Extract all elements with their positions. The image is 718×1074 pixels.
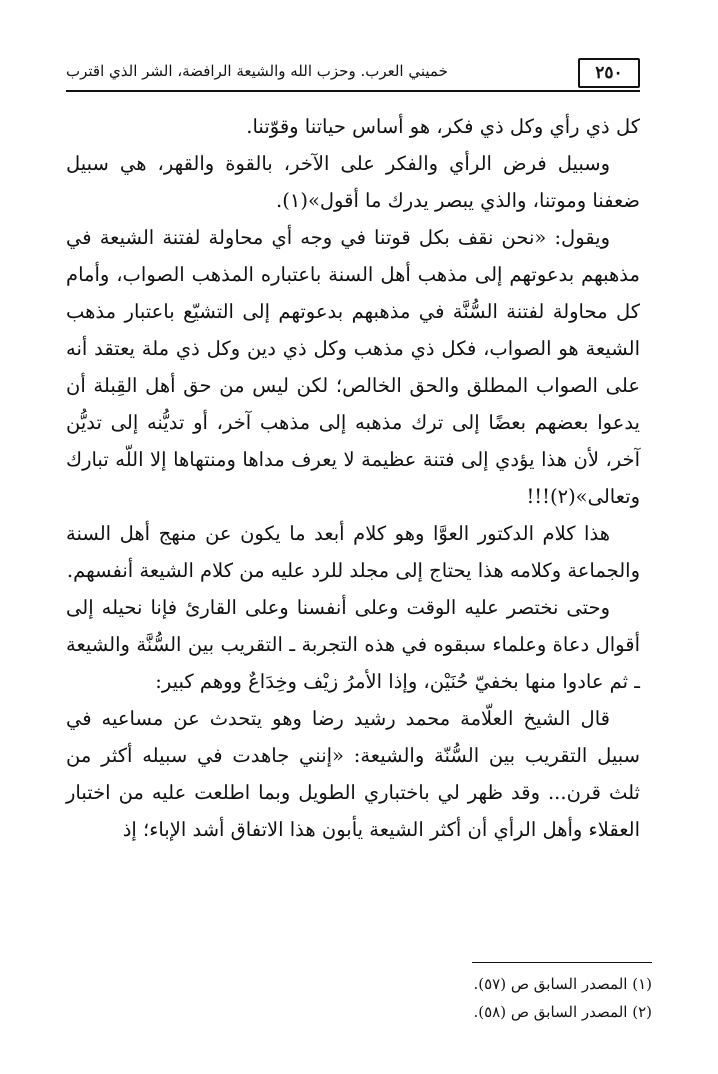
footnote: (٢) المصدر السابق ص (٥٨).: [473, 1003, 652, 1021]
header-rule: [66, 90, 640, 92]
paragraph: ويقول: «نحن نقف بكل قوتنا في وجه أي محاولة لفتنة الشيعة في مذهبهم بدعوتهم إلى مذهب أهل السنة باعتباره المذهب الصواب، وأمام كل محاولة لفتنة السُّنَّة في مذهبهم بدعوتهم إلى التشيّع باعتبار مذهب الشيعة هو الصواب، فكل ذي مذهب وكل ذي دين وكل ذي ملة يعتقد أنه على الصواب المطلق والحق الخالص؛ لكن ليس من حق أهل القِبلة أن يدعوا بعضهم بعضًا إلى ترك مذهبه إلى مذهب آخر، أو تديُّنه إلى تديُّن آخر، لأن هذا يؤدي إلى فتنة عظيمة لا يعرف مداها ومنتهاها إلا اللّه تبارك وتعالى»(٢)!!!: [66, 226, 640, 508]
paragraph: كل ذي رأي وكل ذي فكر، هو أساس حياتنا وقوّتنا.: [246, 115, 640, 138]
paragraph: وحتى نختصر عليه الوقت وعلى أنفسنا وعلى القارئ فإنا نحيله إلى أقوال دعاة وعلماء سبقوه في هذه التجربة ـ التقريب بين السُّنَّة والشيعة ـ ثم عادوا منها بخفيّ حُنَيْن، وإذا الأمرُ زيْف وخِدَاعٌ ووهم كبير:: [66, 596, 640, 693]
paragraph: قال الشيخ العلّامة محمد رشيد رضا وهو يتحدث عن مساعيه في سبيل التقريب بين السُّنّة والشيعة: «إنني جاهدت في سبيله أكثر من ثلث قرن... وقد ظهر لي باختباري الطويل وبما اطلعت عليه من اختبار العقلاء وأهل الرأي أن أكثر الشيعة يأبون هذا الاتفاق أشد الإباء؛ إذ: [66, 707, 640, 841]
running-title: خميني العرب. وحزب الله والشيعة الرافضة، الشر الذي اقترب: [66, 62, 448, 80]
footnote: (١) المصدر السابق ص (٥٧).: [473, 975, 652, 993]
page-header: [66, 56, 640, 98]
paragraph: وسبيل فرض الرأي والفكر على الآخر، بالقوة والقهر، هي سبيل ضعفنا وموتنا، والذي يبصر يدرك ما أقول»(١).: [66, 152, 640, 212]
paragraph: هذا كلام الدكتور العوَّا وهو كلام أبعد ما يكون عن منهج أهل السنة والجماعة وكلامه هذا يحتاج إلى مجلد للرد عليه من كلام الشيعة أنفسهم.: [66, 522, 640, 582]
footnotes: [252, 970, 652, 1026]
page-number: ٢٥٠: [578, 58, 640, 88]
footnote-divider: [472, 962, 652, 963]
main-text: [66, 108, 640, 848]
